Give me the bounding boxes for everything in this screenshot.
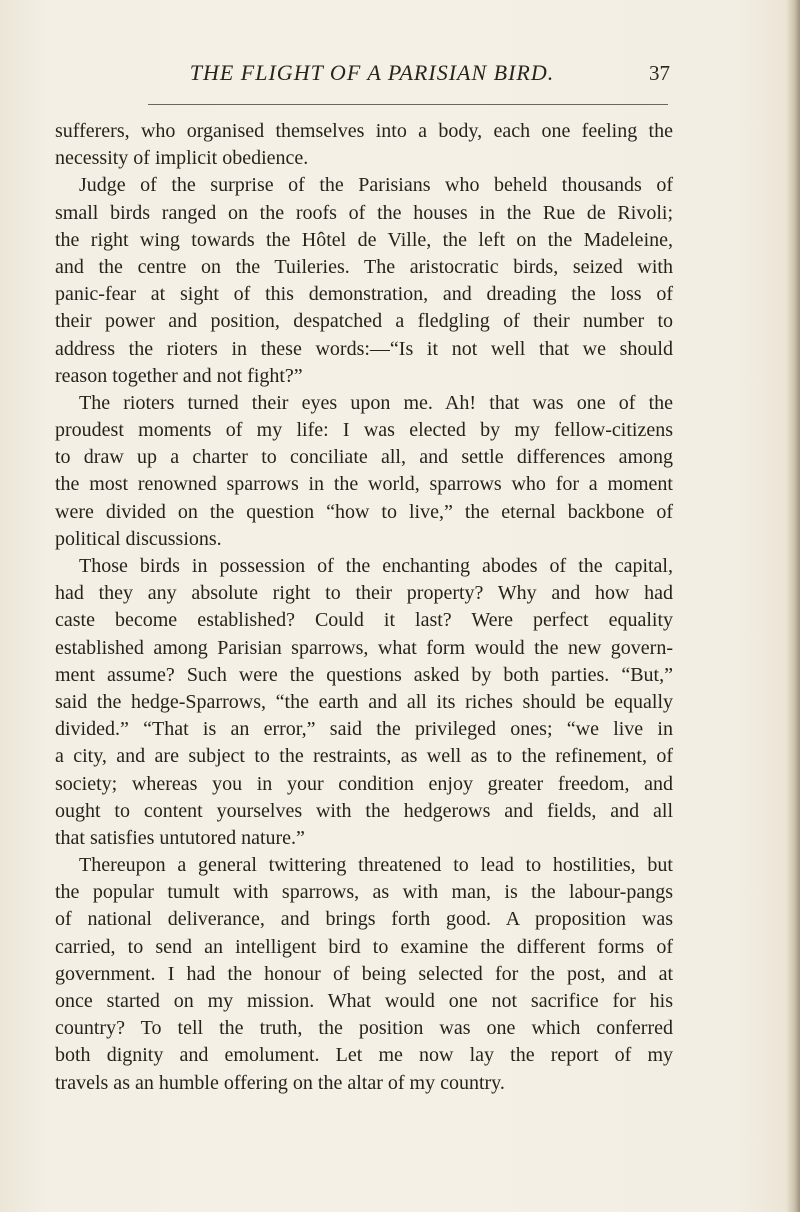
running-title: THE FLIGHT OF A PARISIAN BIRD.: [189, 60, 555, 85]
text-line: ought to content yourselves with the hedgerows and fields, and all: [55, 799, 673, 822]
text-line: sufferers, who organised themselves into a body, each one feeling the: [55, 120, 673, 142]
text-line: the most renowned sparrows in the world, sparrows who for a moment: [55, 473, 673, 496]
text-line: Those birds in possession of the enchanting abodes of the capital,: [79, 555, 673, 577]
text-line: necessity of implicit obedience.: [55, 147, 309, 170]
text-line: address the rioters in these words:—“Is it not well that we should: [55, 337, 673, 360]
text-line: a city, and are subject to the restraints, as well as to the refinement, of: [55, 745, 673, 768]
text-line: and the centre on the Tuileries. The aristocratic birds, seized with: [55, 255, 673, 278]
text-line: government. I had the honour of being selected for the post, and at: [55, 962, 673, 985]
text-line: the popular tumult with sparrows, as with man, is the labour-pangs: [55, 881, 673, 904]
text-line: once started on my mission. What would one not sacrifice for his: [55, 990, 673, 1012]
text-line: small birds ranged on the roofs of the houses in the Rue de Rivoli;: [55, 201, 673, 224]
text-line: proudest moments of my life: I was elected by my fellow-citizens: [55, 419, 673, 442]
running-head: [112, 60, 670, 96]
text-line: political discussions.: [55, 527, 222, 550]
text-line: Thereupon a general twittering threatened to lead to hostilities, but: [79, 854, 673, 877]
text-line: Judge of the surprise of the Parisians who beheld thousands of: [79, 174, 673, 197]
text-line: carried, to send an intelligent bird to examine the different forms of: [55, 935, 673, 958]
text-line: the right wing towards the Hôtel de Ville, the left on the Madeleine,: [55, 228, 673, 251]
text-line: travels as an humble offering on the altar of my country.: [55, 1071, 505, 1094]
text-line: caste become established? Could it last? Were perfect equality: [55, 609, 673, 632]
text-line: The rioters turned their eyes upon me. Ah! that was one of the: [79, 391, 673, 414]
text-line: both dignity and emolument. Let me now lay the report of my: [55, 1044, 673, 1067]
text-line: panic-fear at sight of this demonstration, and dreading the loss of: [55, 283, 673, 306]
text-line: had they any absolute right to their property? Why and how had: [55, 582, 673, 605]
text-line: were divided on the question “how to live,” the eternal backbone of: [55, 500, 673, 523]
text-line: reason together and not fight?”: [55, 364, 303, 387]
text-line: ment assume? Such were the questions asked by both parties. “But,”: [55, 663, 673, 686]
text-line: of national deliverance, and brings forth good. A proposition was: [55, 908, 673, 931]
body-text: [55, 118, 673, 1097]
text-line: their power and position, despatched a fledgling of their number to: [55, 310, 673, 333]
page-number: 37: [649, 61, 670, 85]
text-line: divided.” “That is an error,” said the privileged ones; “we live in: [55, 718, 673, 741]
text-line: that satisfies untutored nature.”: [55, 826, 305, 849]
header-rule: [148, 104, 668, 105]
text-line: society; whereas you in your condition enjoy greater freedom, and: [55, 772, 673, 795]
text-line: said the hedge-Sparrows, “the earth and all its riches should be equally: [55, 690, 673, 713]
text-line: to draw up a charter to conciliate all, and settle differences among: [55, 446, 673, 469]
text-line: country? To tell the truth, the position was one which conferred: [55, 1017, 673, 1040]
text-line: established among Parisian sparrows, what form would the new govern-: [55, 636, 673, 659]
page-edge-shadow: [786, 0, 800, 1212]
